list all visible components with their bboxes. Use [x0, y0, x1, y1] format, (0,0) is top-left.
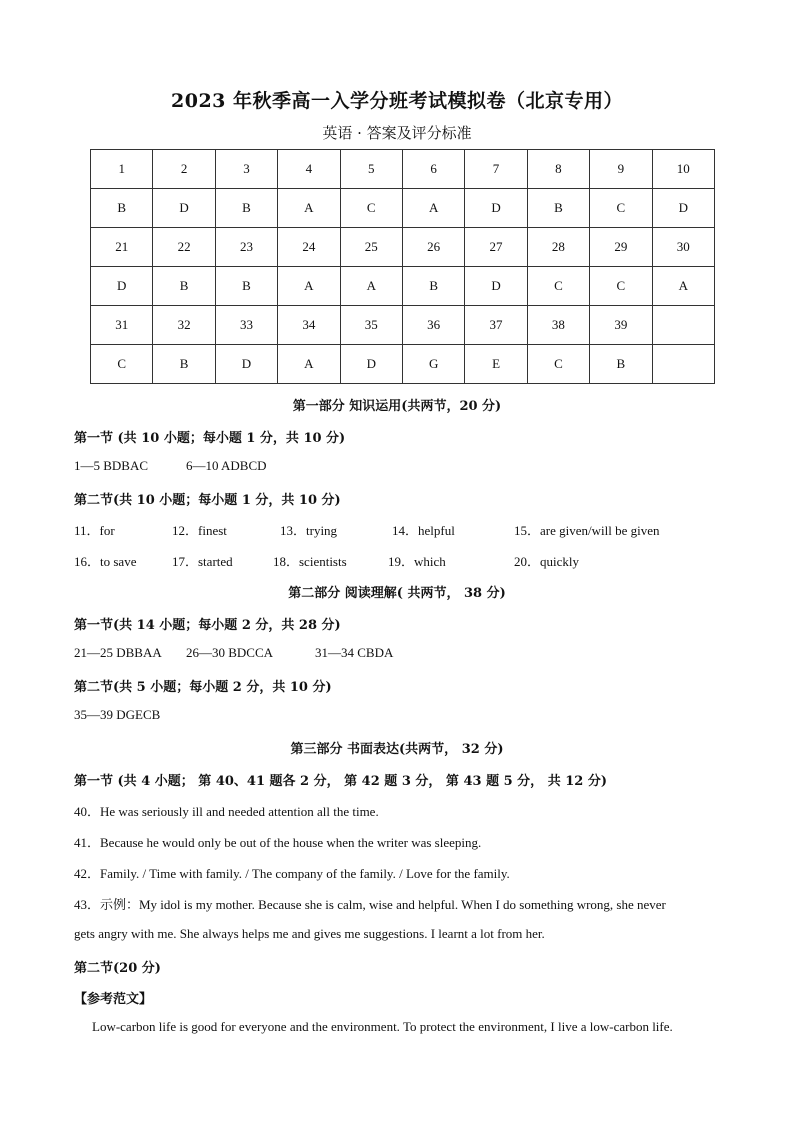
answer-cell: D: [465, 267, 527, 306]
question-number-cell: 32: [153, 306, 215, 345]
question-number-cell: 35: [340, 306, 402, 345]
answer-row: [91, 189, 715, 228]
answer-cell: C: [527, 267, 589, 306]
question-number-row: [91, 306, 715, 345]
question-number-cell: 23: [215, 228, 277, 267]
answer-cell: B: [153, 267, 215, 306]
answer-cell: A: [278, 267, 340, 306]
fill-item: 16．to save: [74, 554, 137, 569]
answer-table: [90, 149, 715, 384]
question-number-cell: 6: [402, 150, 464, 189]
answer-cell: G: [402, 345, 464, 384]
answer-cell: B: [402, 267, 464, 306]
question-number-row: [91, 150, 715, 189]
question-number-cell: 27: [465, 228, 527, 267]
part1-title: 第一部分 知识运用(共两节，20 分): [292, 399, 502, 414]
question-number-cell: 4: [278, 150, 340, 189]
fill-item: 15．are given/will be given: [514, 523, 660, 538]
question-number-row: [91, 228, 715, 267]
answer-42: 42．Family. / Time with family. / The company of the family. / Love for the family.: [74, 866, 510, 881]
question-number-cell: [652, 306, 714, 345]
part2-section2-title: 第二节(共 5 小题；每小题 2 分，共 10 分): [74, 680, 332, 695]
question-number-cell: 33: [215, 306, 277, 345]
answer-cell: A: [402, 189, 464, 228]
question-number-cell: 39: [590, 306, 652, 345]
question-number-cell: 34: [278, 306, 340, 345]
fill-item: 19．which: [388, 554, 446, 569]
answer-cell: D: [215, 345, 277, 384]
fill-item: 13．trying: [280, 523, 338, 538]
part2-title: 第二部分 阅读理解( 共两节， 38 分): [288, 586, 506, 601]
part1-section1-answers-a: 1—5 BDBAC: [74, 458, 149, 473]
answer-40: 40．He was seriously ill and needed attention all the time.: [74, 804, 379, 819]
question-number-cell: 31: [91, 306, 153, 345]
answer-cell: C: [590, 267, 652, 306]
answer-43-line1: 43．示例：My idol is my mother. Because she is calm, wise and helpful. When I do something wrong, she never: [74, 897, 666, 912]
answer-cell: C: [340, 189, 402, 228]
part2-section2-answers: 35—39 DGECB: [74, 707, 161, 722]
answer-cell: A: [278, 345, 340, 384]
answer-cell: C: [527, 345, 589, 384]
question-number-cell: 38: [527, 306, 589, 345]
page-title: 2023 年秋季高一入学分班考试模拟卷（北京专用）: [171, 90, 623, 112]
answer-cell: E: [465, 345, 527, 384]
answer-cell: D: [340, 345, 402, 384]
fill-item: 14．helpful: [392, 523, 455, 538]
part2-section1-answers: 31—34 CBDA: [315, 645, 394, 660]
answer-row: [91, 345, 715, 384]
answer-cell: B: [215, 189, 277, 228]
answer-cell: B: [590, 345, 652, 384]
page-subtitle: 英语 · 答案及评分标准: [322, 124, 472, 142]
answer-cell: B: [91, 189, 153, 228]
answer-cell: D: [153, 189, 215, 228]
question-number-cell: 7: [465, 150, 527, 189]
answer-cell: C: [590, 189, 652, 228]
question-number-cell: 25: [340, 228, 402, 267]
answer-cell: D: [652, 189, 714, 228]
answer-cell: [652, 345, 714, 384]
part1-section1-title: 第一节 (共 10 小题；每小题 1 分，共 10 分): [74, 431, 346, 446]
answer-cell: A: [652, 267, 714, 306]
question-number-cell: 8: [527, 150, 589, 189]
question-number-cell: 28: [527, 228, 589, 267]
question-number-cell: 2: [153, 150, 215, 189]
answer-cell: A: [340, 267, 402, 306]
part1-section1-answers-b: 6—10 ADBCD: [186, 458, 267, 473]
sample-essay-line: Low-carbon life is good for everyone and the environment. To protect the environment, I live a low-carbon life.: [92, 1019, 673, 1034]
question-number-cell: 29: [590, 228, 652, 267]
fill-item: 20．quickly: [514, 554, 579, 569]
question-number-cell: 21: [91, 228, 153, 267]
part3-section1-title: 第一节 (共 4 小题； 第 40、41 题各 2 分， 第 42 题 3 分， 第 43 题 5 分， 共 12 分): [74, 774, 607, 789]
question-number-cell: 22: [153, 228, 215, 267]
fill-item: 17．started: [172, 554, 233, 569]
fill-item: 12．finest: [172, 523, 227, 538]
answer-row: [91, 267, 715, 306]
part2-section1-title: 第一节(共 14 小题；每小题 2 分，共 28 分): [74, 618, 341, 633]
answer-41: 41．Because he would only be out of the house when the writer was sleeping.: [74, 835, 482, 850]
fill-item: 18．scientists: [273, 554, 347, 569]
question-number-cell: 36: [402, 306, 464, 345]
answer-cell: D: [465, 189, 527, 228]
question-number-cell: 3: [215, 150, 277, 189]
answer-cell: B: [215, 267, 277, 306]
part1-section2-title: 第二节(共 10 小题；每小题 1 分，共 10 分): [74, 493, 341, 508]
question-number-cell: 9: [590, 150, 652, 189]
question-number-cell: 37: [465, 306, 527, 345]
answer-cell: D: [91, 267, 153, 306]
question-number-cell: 1: [91, 150, 153, 189]
sample-essay-label: 【参考范文】: [74, 992, 153, 1007]
question-number-cell: 10: [652, 150, 714, 189]
question-number-cell: 5: [340, 150, 402, 189]
answer-43-line2: gets angry with me. She always helps me and gives me suggestions. I learnt a lot from her.: [74, 926, 545, 941]
part2-section1-answers: 26—30 BDCCA: [186, 645, 274, 660]
answer-cell: B: [527, 189, 589, 228]
question-number-cell: 30: [652, 228, 714, 267]
question-number-cell: 26: [402, 228, 464, 267]
part2-section1-answers: 21—25 DBBAA: [74, 645, 162, 660]
question-number-cell: 24: [278, 228, 340, 267]
part3-title: 第三部分 书面表达(共两节， 32 分): [290, 742, 504, 757]
fill-item: 11．for: [74, 523, 115, 538]
answer-cell: C: [91, 345, 153, 384]
part3-section2-title: 第二节(20 分): [74, 961, 161, 976]
answer-cell: B: [153, 345, 215, 384]
answer-cell: A: [278, 189, 340, 228]
